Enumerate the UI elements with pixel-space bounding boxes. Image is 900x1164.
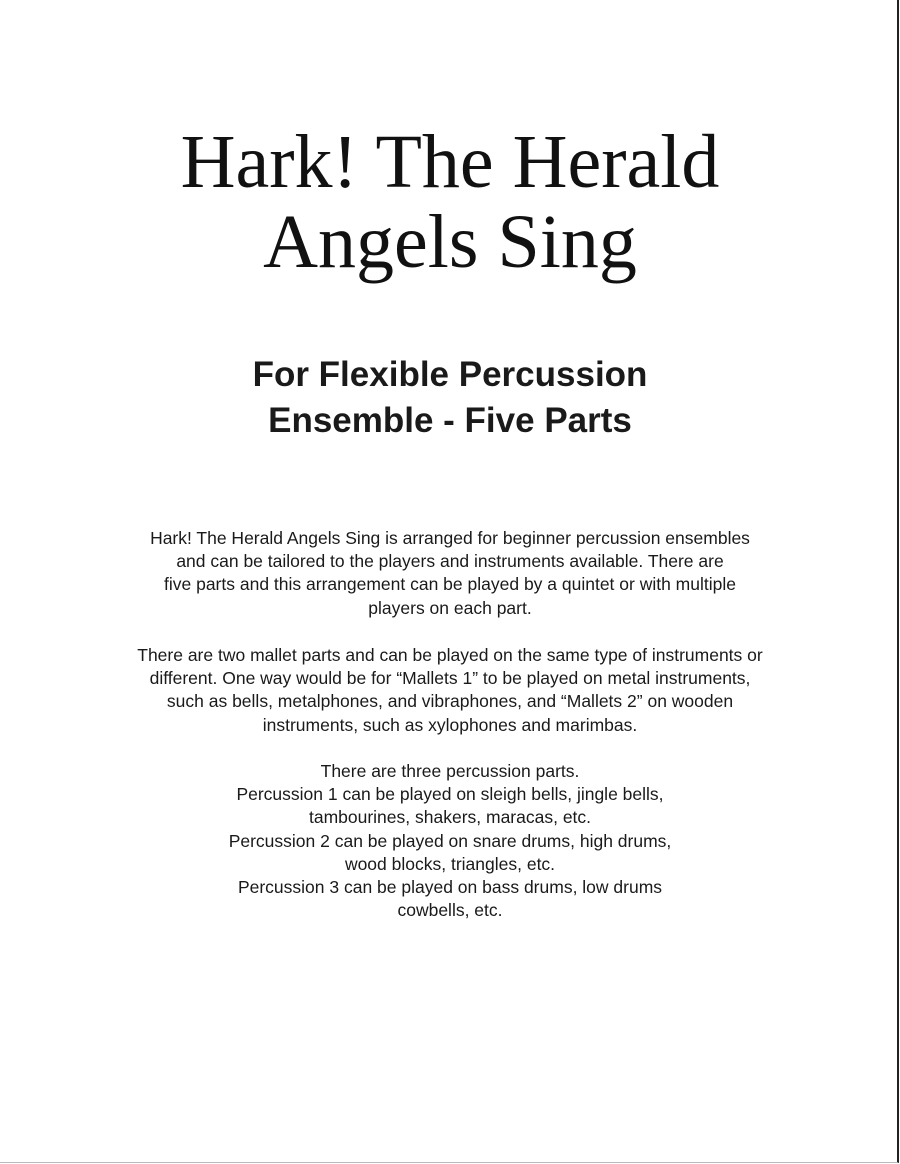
title-line: Hark! The Herald: [180, 120, 720, 204]
page-title: [0, 122, 900, 282]
paragraph-line: wood blocks, triangles, etc.: [344, 853, 556, 874]
paragraph-line: Percussion 2 can be played on snare drums, high drums,: [228, 830, 672, 851]
paragraph-line: and can be tailored to the players and instruments available. There are: [176, 551, 724, 572]
paragraph-line: Percussion 3 can be played on bass drums, low drums: [237, 877, 663, 898]
paragraph-line: instruments, such as xylophones and marimbas.: [262, 714, 638, 735]
subtitle-line: Ensemble - Five Parts: [268, 401, 632, 440]
subtitle: [0, 352, 900, 444]
subtitle-line: For Flexible Percussion: [252, 355, 648, 394]
percussion-parts-paragraph: [0, 760, 900, 922]
paragraph-line: players on each part.: [368, 597, 532, 618]
paragraph-line: different. One way would be for “Mallets 1” to be played on metal instruments,: [149, 668, 751, 689]
paragraph-line: There are two mallet parts and can be played on the same type of instruments or: [137, 645, 763, 665]
mallet-parts-paragraph: [0, 644, 900, 737]
paragraph-line: There are three percussion parts.: [320, 761, 580, 781]
paragraph-line: tambourines, shakers, maracas, etc.: [308, 807, 592, 828]
paragraph-line: Percussion 1 can be played on sleigh bells, jingle bells,: [236, 784, 664, 805]
paragraph-line: Hark! The Herald Angels Sing is arranged for beginner percussion ensembles: [150, 528, 750, 548]
paragraph-line: cowbells, etc.: [397, 900, 503, 921]
paragraph-line: five parts and this arrangement can be played by a quintet or with multiple: [164, 574, 736, 595]
intro-paragraph: [0, 527, 900, 620]
paragraph-line: such as bells, metalphones, and vibraphones, and “Mallets 2” on wooden: [166, 691, 734, 712]
title-line: Angels Sing: [263, 200, 637, 284]
